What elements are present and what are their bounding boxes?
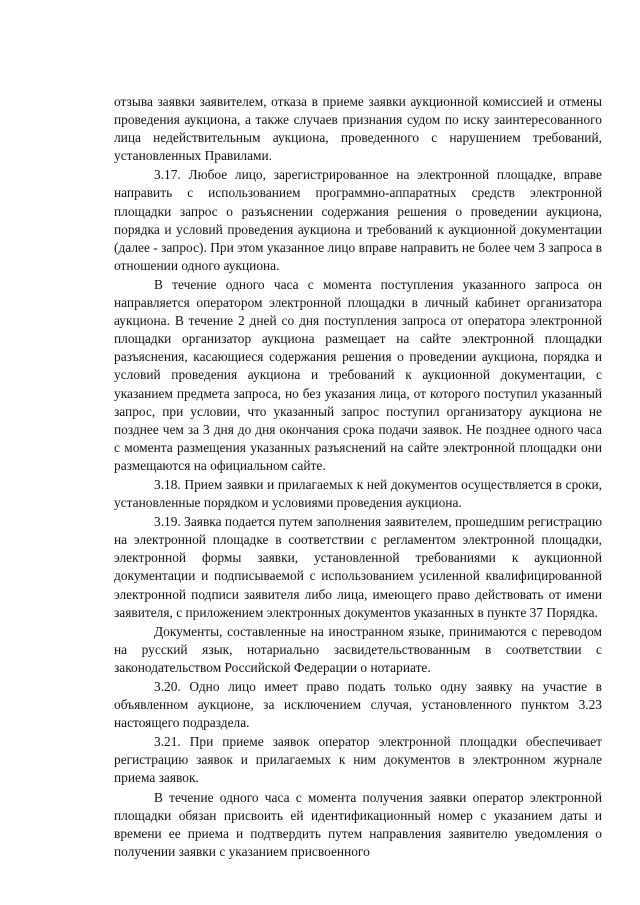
paragraph-request-processing: В течение одного часа с момента поступления указанного запроса он направляется оператором электронной площадки в личный кабинет организатора аукциона. В течение 2 дней со дня поступления запроса от оператора электронной площадки организатор аукциона размещает на сайте электронной площадки разъяснения, касающиеся содержания решения о проведении аукциона, порядка и условий проведения аукциона и требований к аукционной документации, с указанием предмета запроса, но без указания лица, от которого поступил указанный запрос, при условии, что указанный запрос поступил организатору аукциона не позднее чем за 3 дня до дня окончания срока подачи заявок. Не позднее одного часа с момента размещения указанных разъяснений на сайте электронной площадки они размещаются на официальном сайте. [114, 276, 602, 473]
paragraph-foreign-documents: Документы, составленные на иностранном языке, принимаются с переводом на русский язык, нотариально засвидетельствованным в соответствии с законодательством Российской Федерации о нотариате. [114, 623, 602, 675]
paragraph-3-17: 3.17. Любое лицо, зарегистрированное на электронной площадке, вправе направить с использованием программно-аппаратных средств электронной площадки запрос о разъяснении содержания решения о проведении аукциона, порядка и условий проведения аукциона и требований к аукционной документации (далее - запрос). При этом указанное лицо вправе направить не более чем 3 запроса в отношении одного аукциона. [114, 167, 602, 273]
paragraph-registration-notice: В течение одного часа с момента получения заявки оператор электронной площадки обязан присвоить ей идентификационный номер с указанием даты и времени ее приема и подтвердить путем направления заявителю уведомления о получении заявки с указанием присвоенного [114, 789, 602, 859]
paragraph-3-21: 3.21. При приеме заявок оператор электронной площадки обеспечивает регистрацию заявок и прилагаемых к ним документов в электронном журнале приема заявок. [114, 734, 602, 786]
paragraph-3-20: 3.20. Одно лицо имеет право подать только одну заявку на участие в объявленном аукционе, за исключением случая, установленного пунктом 3.23 настоящего подраздела. [114, 679, 602, 731]
paragraph-continuation: отзыва заявки заявителем, отказа в приеме заявки аукционной комиссией и отмены проведения аукциона, а также случаев признания судом по иску заинтересованного лица недействительным аукциона, проведенного с нарушением требований, установленных Правилами. [114, 94, 602, 164]
document-body [114, 93, 602, 862]
paragraph-3-18: 3.18. Прием заявки и прилагаемых к ней документов осуществляется в сроки, установленные порядком и условиями проведения аукциона. [114, 476, 602, 511]
paragraph-3-19: 3.19. Заявка подается путем заполнения заявителем, прошедшим регистрацию на электронной площадке в соответствии с регламентом электронной площадки, электронной формы заявки, установленной требованиями к аукционной документации и подписываемой с использованием усиленной квалифицированной электронной подписи заявителя либо лица, имеющего право действовать от имени заявителя, с приложением электронных документов указанных в пункте 37 Порядка. [114, 514, 602, 620]
